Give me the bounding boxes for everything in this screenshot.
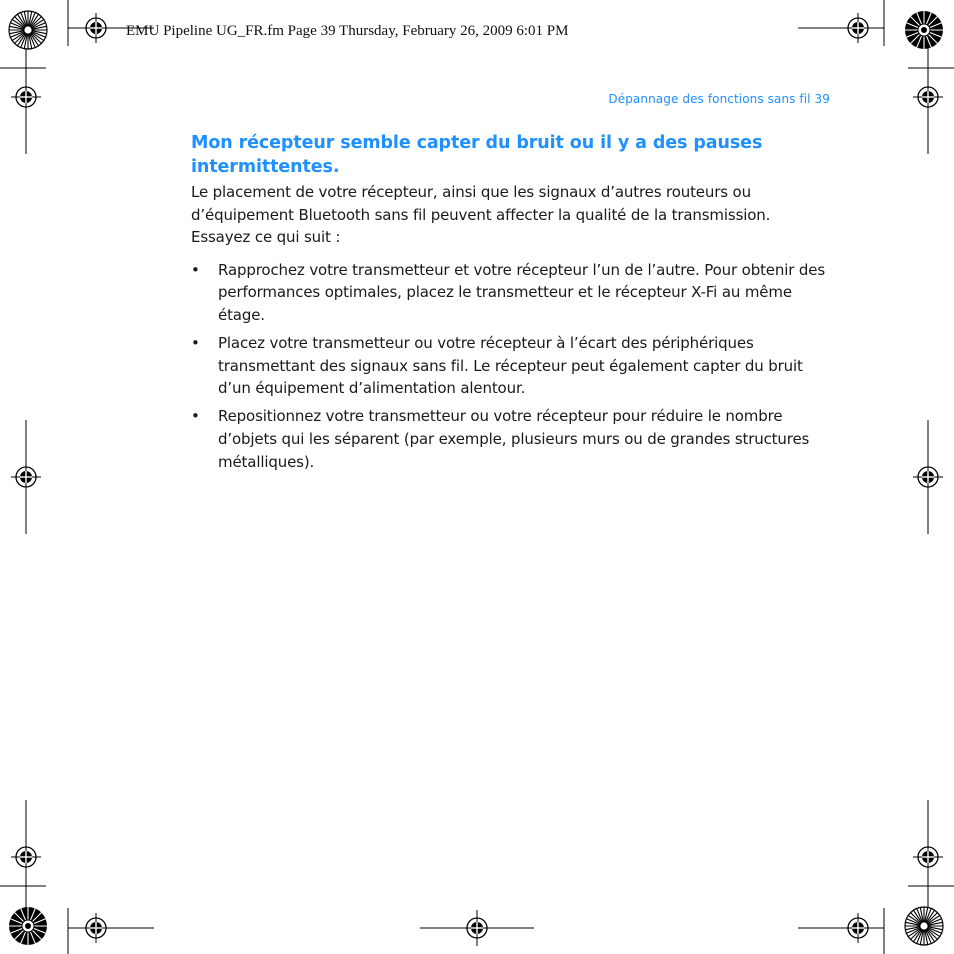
registration-mark	[11, 82, 41, 112]
registration-mark	[843, 13, 873, 43]
bullet-list	[191, 259, 831, 474]
registration-mark	[913, 82, 943, 112]
list-item	[191, 259, 831, 327]
registration-mark	[913, 462, 943, 492]
registration-mark	[11, 462, 41, 492]
bullet-icon: •	[191, 260, 200, 279]
list-item	[191, 405, 831, 473]
bullet-icon: •	[191, 333, 200, 352]
corner-star-top-right	[905, 11, 943, 49]
running-header: Dépannage des fonctions sans fil 39	[608, 92, 830, 106]
corner-star-bottom-left	[9, 907, 47, 945]
registration-mark	[913, 842, 943, 872]
registration-mark	[11, 842, 41, 872]
list-item-text: Placez votre transmetteur ou votre récepteur à l’écart des périphériques transmettant des signaux sans fil. Le récepteur peut également capter du bruit d’un équipement d’alimentation alentour.	[218, 333, 803, 398]
registration-mark	[81, 913, 111, 943]
list-item-text: Rapprochez votre transmetteur et votre récepteur l’un de l’autre. Pour obtenir des performances optimales, placez le transmetteur et le récepteur X-Fi au même étage.	[218, 260, 825, 325]
list-item	[191, 332, 831, 400]
section-heading: Mon récepteur semble capter du bruit ou il y a des pauses intermittentes.	[191, 133, 763, 177]
page-content	[191, 131, 831, 479]
registration-mark	[843, 913, 873, 943]
corner-star-bottom-right	[905, 907, 943, 945]
bullet-icon: •	[191, 407, 200, 426]
corner-star-top-left	[9, 11, 47, 49]
registration-mark	[81, 13, 111, 43]
registration-mark	[462, 913, 492, 943]
list-item-text: Repositionnez votre transmetteur ou votre récepteur pour réduire le nombre d’objets qui les séparent (par exemple, plusieurs murs ou de grandes structures métalliques).	[218, 407, 810, 471]
print-slug: EMU Pipeline UG_FR.fm Page 39 Thursday, February 26, 2009 6:01 PM	[126, 23, 569, 39]
intro-paragraph: Le placement de votre récepteur, ainsi que les signaux d’autres routeurs ou d’équipement Bluetooth sans fil peuvent affecter la qualité de la transmission. Essayez ce qui suit :	[191, 183, 771, 246]
